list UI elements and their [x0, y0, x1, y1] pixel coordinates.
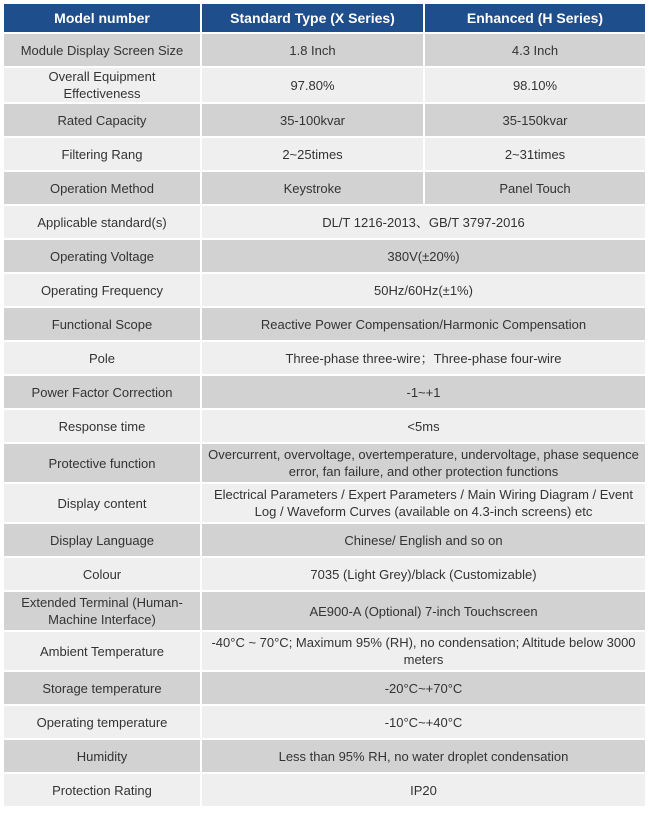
row-label: Operating temperature: [4, 706, 200, 738]
table-row: [4, 632, 645, 670]
row-label: Pole: [4, 342, 200, 374]
header-enhanced: Enhanced (H Series): [425, 4, 645, 32]
row-label: Applicable standard(s): [4, 206, 200, 238]
cell-enhanced: Panel Touch: [425, 172, 645, 204]
row-label: Protection Rating: [4, 774, 200, 806]
table-row: [4, 706, 645, 738]
row-label: Display Language: [4, 524, 200, 556]
table-row: [4, 444, 645, 482]
row-label: Module Display Screen Size: [4, 34, 200, 66]
row-label: Ambient Temperature: [4, 632, 200, 670]
spec-table: [2, 2, 647, 808]
table-row: [4, 240, 645, 272]
table-row: [4, 138, 645, 170]
table-row: [4, 172, 645, 204]
table-row: [4, 274, 645, 306]
cell-shared: Less than 95% RH, no water droplet condensation: [202, 740, 645, 772]
cell-shared: Reactive Power Compensation/Harmonic Compensation: [202, 308, 645, 340]
row-label: Filtering Rang: [4, 138, 200, 170]
row-label: Storage temperature: [4, 672, 200, 704]
table-row: [4, 410, 645, 442]
table-row: [4, 342, 645, 374]
table-row: [4, 774, 645, 806]
cell-shared: AE900-A (Optional) 7-inch Touchscreen: [202, 592, 645, 630]
table-row: [4, 34, 645, 66]
cell-shared: <5ms: [202, 410, 645, 442]
table-row: [4, 592, 645, 630]
cell-shared: 50Hz/60Hz(±1%): [202, 274, 645, 306]
row-label: Operation Method: [4, 172, 200, 204]
cell-shared: 7035 (Light Grey)/black (Customizable): [202, 558, 645, 590]
cell-shared: Overcurrent, overvoltage, overtemperature, undervoltage, phase sequence error, fan failure, and other protection functions: [202, 444, 645, 482]
cell-enhanced: 35-150kvar: [425, 104, 645, 136]
cell-shared: Electrical Parameters / Expert Parameters / Main Wiring Diagram / Event Log / Waveform Curves (available on 4.3-inch screens) etc: [202, 484, 645, 522]
table-row: [4, 672, 645, 704]
row-label: Protective function: [4, 444, 200, 482]
cell-shared: Three-phase three-wire；Three-phase four-wire: [202, 342, 645, 374]
cell-shared: IP20: [202, 774, 645, 806]
cell-shared: DL/T 1216-2013、GB/T 3797-2016: [202, 206, 645, 238]
cell-standard: 97.80%: [202, 68, 423, 102]
cell-standard: 2~25times: [202, 138, 423, 170]
cell-shared: -10°C~+40°C: [202, 706, 645, 738]
table-row: [4, 484, 645, 522]
header-standard-type: Standard Type (X Series): [202, 4, 423, 32]
cell-shared: Chinese/ English and so on: [202, 524, 645, 556]
row-label: Rated Capacity: [4, 104, 200, 136]
cell-standard: 35-100kvar: [202, 104, 423, 136]
row-label: Power Factor Correction: [4, 376, 200, 408]
header-row: [4, 4, 645, 32]
row-label: Operating Frequency: [4, 274, 200, 306]
table-row: [4, 68, 645, 102]
row-label: Functional Scope: [4, 308, 200, 340]
cell-shared: -40°C ~ 70°C; Maximum 95% (RH), no condensation; Altitude below 3000 meters: [202, 632, 645, 670]
row-label: Humidity: [4, 740, 200, 772]
cell-enhanced: 2~31times: [425, 138, 645, 170]
table-row: [4, 376, 645, 408]
cell-enhanced: 4.3 Inch: [425, 34, 645, 66]
cell-enhanced: 98.10%: [425, 68, 645, 102]
cell-shared: -1~+1: [202, 376, 645, 408]
row-label: Colour: [4, 558, 200, 590]
table-row: [4, 308, 645, 340]
table-row: [4, 206, 645, 238]
table-row: [4, 104, 645, 136]
header-model-number: Model number: [4, 4, 200, 32]
row-label: Operating Voltage: [4, 240, 200, 272]
cell-shared: -20°C~+70°C: [202, 672, 645, 704]
row-label: Display content: [4, 484, 200, 522]
row-label: Extended Terminal (Human-Machine Interface): [4, 592, 200, 630]
cell-standard: Keystroke: [202, 172, 423, 204]
cell-shared: 380V(±20%): [202, 240, 645, 272]
table-row: [4, 524, 645, 556]
table-row: [4, 740, 645, 772]
cell-standard: 1.8 Inch: [202, 34, 423, 66]
table-row: [4, 558, 645, 590]
row-label: Response time: [4, 410, 200, 442]
row-label: Overall Equipment Effectiveness: [4, 68, 200, 102]
